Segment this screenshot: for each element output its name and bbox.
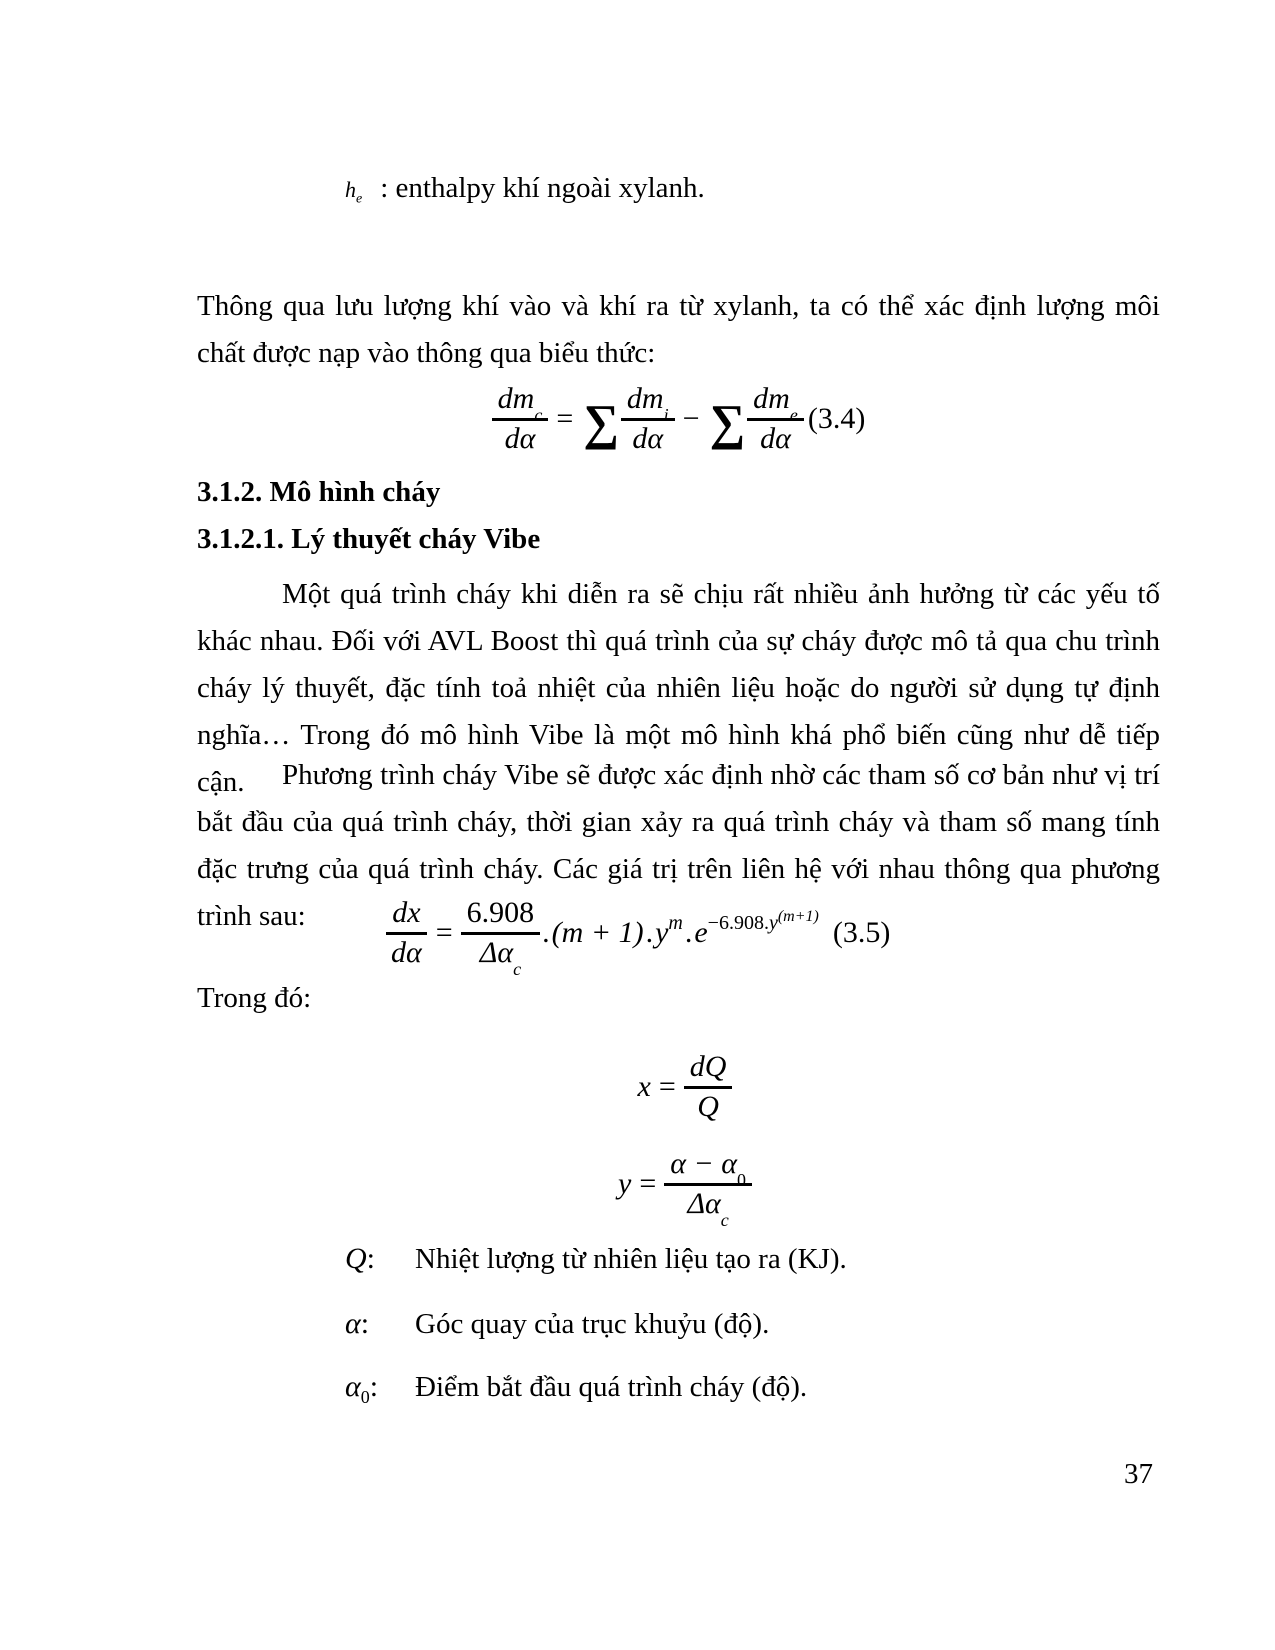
equals-sign: =	[556, 401, 574, 435]
def-text-q: Nhiệt lượng từ nhiên liệu tạo ra (KJ).	[415, 1243, 847, 1275]
eq34-intake-fraction	[621, 382, 675, 455]
paragraph-vibe-equation-intro: Phương trình cháy Vibe sẽ được xác định nhờ các tham số cơ bản như vị trí bắt đầu của quá trình cháy, thời gian xảy ra quá trình cháy và tham số mang tính đặc trưng của quá trình cháy. Các giá trị trên liên hệ với nhau thông qua phương trình sau:	[197, 759, 1160, 932]
he-symbol-subscript: e	[356, 191, 363, 207]
he-symbol-base: h	[345, 177, 356, 202]
def-symbol-alpha: α:	[345, 1307, 370, 1340]
eq35-lhs-denominator: dα	[391, 935, 422, 969]
eq35-exponential-term: $e^{-6.908.y^{(m+1)}}$	[694, 907, 819, 949]
eq34-lhs-denominator: dα	[504, 421, 536, 455]
equals-sign: =	[435, 915, 453, 949]
eq35-m-plus-1-factor: (m + 1)	[551, 915, 644, 949]
y-fraction	[664, 1147, 752, 1230]
equation-y-definition	[197, 1147, 1173, 1230]
equation-number-3-5: (3.5)	[832, 915, 891, 949]
multiplication-dot: .	[645, 915, 654, 949]
eq34-intake-numerator: $dm_i$	[621, 382, 675, 421]
eq34-lhs-fraction	[492, 382, 549, 455]
eq35-lhs-numerator: dx	[386, 896, 426, 935]
eq35-lhs-fraction	[385, 896, 428, 969]
x-symbol: x	[637, 1069, 651, 1103]
eq34-exhaust-numerator: $dm_e$	[747, 382, 804, 421]
multiplication-dot: .	[542, 915, 550, 949]
he-description: : enthalpy khí ngoài xylanh.	[380, 172, 705, 204]
equation-3-4	[197, 382, 1160, 455]
definition-row-alpha	[345, 1307, 769, 1345]
page-number: 37	[1124, 1458, 1153, 1490]
eq34-lhs-numerator: $dm_c$	[492, 382, 549, 421]
minus-sign: −	[682, 401, 700, 435]
def-symbol-alpha0: $\alpha_0$:	[345, 1370, 379, 1407]
eq35-y-power-term: $y^m$	[655, 911, 683, 949]
definition-row-q	[345, 1242, 847, 1280]
equation-3-5	[385, 896, 891, 979]
def-text-alpha0: Điểm bắt đầu quá trình cháy (độ).	[415, 1371, 808, 1403]
x-numerator: dQ	[684, 1050, 733, 1089]
heading-3-1-2: 3.1.2. Mô hình cháy	[197, 476, 441, 508]
intro-paragraph: Thông qua lưu lượng khí vào và khí ra từ xylanh, ta có thể xác định lượng môi chất được nạp vào thông qua biểu thức:	[197, 290, 1160, 369]
eq35-coefficient-numerator: 6.908	[461, 896, 541, 935]
equals-sign: =	[639, 1166, 657, 1200]
eq35-coefficient-denominator: $\Delta\alpha_c$	[479, 935, 522, 979]
eq35-coefficient-fraction	[461, 896, 541, 979]
y-symbol: y	[618, 1166, 632, 1200]
y-numerator: $\alpha - \alpha_0$	[664, 1147, 752, 1186]
paragraph-vibe-overview: Một quá trình cháy khi diễn ra sẽ chịu rất nhiều ảnh hưởng từ các yếu tố khác nhau. Đối với AVL Boost thì quá trình của sự cháy được mô tả qua chu trình cháy lý thuyết, đặc tính toả nhiệt của nhiên liệu hoặc do người sử dụng tự định nghĩa… Trong đó mô hình Vibe là một mô hình khá phổ biến cũng như dễ tiếp cận.	[197, 578, 1160, 798]
sigma-sum-symbol: ∑	[709, 394, 746, 451]
definition-row-alpha0	[345, 1370, 807, 1408]
x-fraction	[684, 1050, 733, 1123]
eq34-exhaust-fraction	[747, 382, 804, 455]
he-symbol	[345, 177, 362, 207]
def-text-alpha: Góc quay của trục khuỷu (độ).	[415, 1308, 770, 1340]
def-symbol-q: Q:	[345, 1242, 376, 1275]
sigma-sum-symbol: ∑	[583, 394, 619, 451]
x-denominator: Q	[697, 1089, 719, 1123]
y-denominator: $\Delta\alpha_c$	[687, 1186, 729, 1230]
eq34-intake-denominator: dα	[632, 421, 664, 455]
multiplication-dot: .	[684, 915, 693, 949]
where-label: Trong đó:	[197, 982, 312, 1014]
equation-x-definition	[197, 1050, 1173, 1123]
eq34-exhaust-denominator: dα	[760, 421, 791, 455]
symbol-definition-he	[345, 172, 705, 207]
heading-3-1-2-1: 3.1.2.1. Lý thuyết cháy Vibe	[197, 523, 541, 555]
equals-sign: =	[658, 1069, 676, 1103]
equation-number-3-4: (3.4)	[807, 401, 866, 435]
